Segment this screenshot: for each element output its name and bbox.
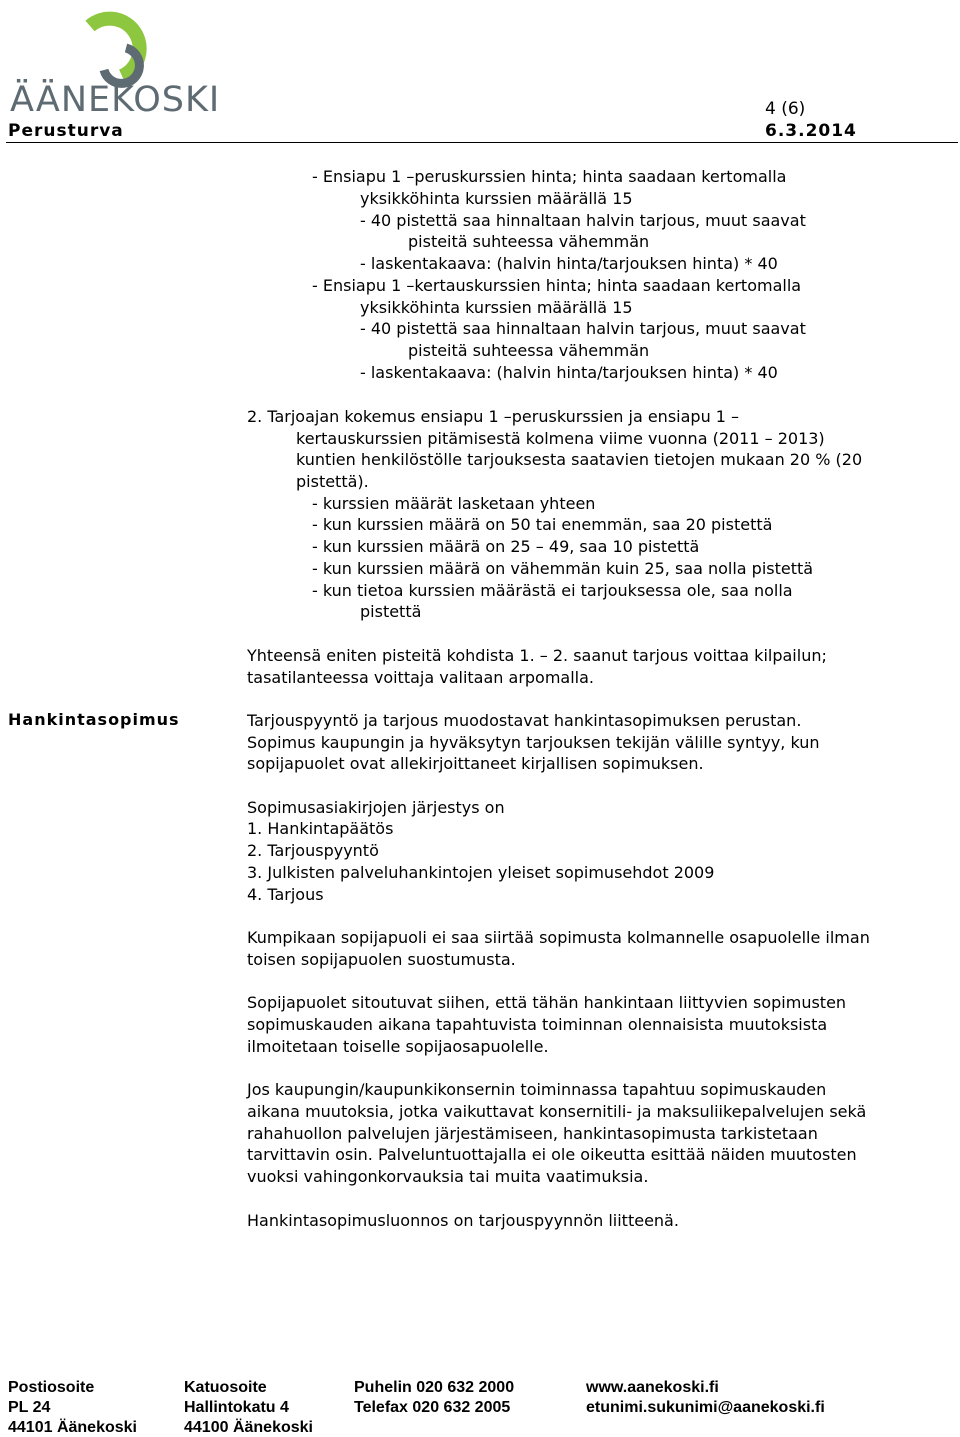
page-number: 4 (6) xyxy=(765,99,806,119)
logo-wordmark: ÄÄNEKOSKI xyxy=(10,80,221,114)
text-line: toisen sopijapuolen suostumusta. xyxy=(247,950,516,969)
text-line: - kurssien määrät lasketaan yhteen xyxy=(312,494,596,513)
text-line: 2. Tarjouspyyntö xyxy=(247,841,379,860)
text-line: sopijapuolet ovat allekirjoittaneet kirjallisen sopimuksen. xyxy=(247,754,704,773)
text-line: Sopimusasiakirjojen järjestys on xyxy=(247,798,505,817)
text-line: - laskentakaava: (halvin hinta/tarjouksen hinta) * 40 xyxy=(360,363,778,382)
text-line: Kumpikaan sopijapuoli ei saa siirtää sopimusta kolmannelle osapuolelle ilman xyxy=(247,928,870,947)
aanekoski-logo xyxy=(8,4,248,114)
text-line: Tarjouspyyntö ja tarjous muodostavat hankintasopimuksen perustan. xyxy=(247,711,802,730)
logo-mark-icon xyxy=(90,19,140,84)
text-line: 4. Tarjous xyxy=(247,885,324,904)
text-line: 3. Julkisten palveluhankintojen yleiset sopimusehdot 2009 xyxy=(247,863,715,882)
footer-street-label: Katuosoite xyxy=(184,1379,267,1396)
footer-fax: Telefax 020 632 2005 xyxy=(354,1399,511,1416)
text-line: sopimuskauden aikana tapahtuvista toiminnan olennaisista muutoksista xyxy=(247,1015,828,1034)
text-line: - laskentakaava: (halvin hinta/tarjouksen hinta) * 40 xyxy=(360,254,778,273)
text-line: Hankintasopimusluonnos on tarjouspyynnön liitteenä. xyxy=(247,1211,679,1230)
text-line: Jos kaupungin/kaupunkikonsernin toiminnassa tapahtuu sopimuskauden xyxy=(247,1080,827,1099)
text-line: - Ensiapu 1 –peruskurssien hinta; hinta saadaan kertomalla xyxy=(312,167,787,186)
text-line: 1. Hankintapäätös xyxy=(247,819,394,838)
text-line: Sopijapuolet sitoutuvat siihen, että tähän hankintaan liittyvien sopimusten xyxy=(247,993,847,1012)
text-line: - 40 pistettä saa hinnaltaan halvin tarjous, muut saavat xyxy=(360,211,806,230)
unit-name: Perusturva xyxy=(8,121,124,141)
text-line: kuntien henkilöstölle tarjouksesta saatavien tietojen mukaan 20 % (20 xyxy=(296,450,863,469)
header-divider xyxy=(6,142,958,143)
footer-postal-city: 44101 Äänekoski xyxy=(8,1419,137,1436)
text-line: kertauskurssien pitämisestä kolmena viime vuonna (2011 – 2013) xyxy=(296,429,825,448)
text-line: - kun kurssien määrä on vähemmän kuin 25, saa nolla pistettä xyxy=(312,559,814,578)
text-line: - kun tietoa kurssien määrästä ei tarjouksessa ole, saa nolla xyxy=(312,581,793,600)
footer-website-link[interactable]: www.aanekoski.fi xyxy=(586,1379,719,1396)
text-line: pisteitä suhteessa vähemmän xyxy=(408,232,650,251)
footer-phone: Puhelin 020 632 2000 xyxy=(354,1379,515,1396)
text-line: rahahuollon palvelujen järjestämiseen, hankintasopimusta tarkistetaan xyxy=(247,1124,818,1143)
footer-street-address: Hallintokatu 4 xyxy=(184,1399,289,1416)
footer-email-link[interactable]: etunimi.sukunimi@aanekoski.fi xyxy=(586,1399,825,1416)
text-line: 2. Tarjoajan kokemus ensiapu 1 –peruskurssien ja ensiapu 1 – xyxy=(247,407,740,426)
text-line: pistettä). xyxy=(296,472,369,491)
text-line: pisteitä suhteessa vähemmän xyxy=(408,341,650,360)
text-line: yksikköhinta kurssien määrällä 15 xyxy=(360,189,633,208)
text-line: yksikköhinta kurssien määrällä 15 xyxy=(360,298,633,317)
text-line: vuoksi vahingonkorvauksia tai muita vaatimuksia. xyxy=(247,1167,649,1186)
text-line: ilmoitetaan toiselle sopijaosapuolelle. xyxy=(247,1037,549,1056)
text-line: - Ensiapu 1 –kertauskurssien hinta; hinta saadaan kertomalla xyxy=(312,276,802,295)
text-line: tarvittavin osin. Palveluntuottajalla ei ole oikeutta esittää näiden muutosten xyxy=(247,1145,857,1164)
footer-postal-box: PL 24 xyxy=(8,1399,51,1416)
text-line: aikana muutoksia, jotka vaikuttavat konsernitili- ja maksuliikepalvelujen sekä xyxy=(247,1102,867,1121)
document-date: 6.3.2014 xyxy=(765,121,857,141)
text-line: Sopimus kaupungin ja hyväksytyn tarjouksen tekijän välille syntyy, kun xyxy=(247,733,820,752)
footer-street-city: 44100 Äänekoski xyxy=(184,1419,313,1436)
footer-postal-label: Postiosoite xyxy=(8,1379,95,1396)
section-heading-hankintasopimus: Hankintasopimus xyxy=(8,710,180,729)
text-line: tasatilanteessa voittaja valitaan arpomalla. xyxy=(247,668,595,687)
text-line: - kun kurssien määrä on 25 – 49, saa 10 pistettä xyxy=(312,537,700,556)
text-line: Yhteensä eniten pisteitä kohdista 1. – 2. saanut tarjous voittaa kilpailun; xyxy=(247,646,827,665)
text-line: pistettä xyxy=(360,602,422,621)
text-line: - 40 pistettä saa hinnaltaan halvin tarjous, muut saavat xyxy=(360,319,806,338)
text-line: - kun kurssien määrä on 50 tai enemmän, saa 20 pistettä xyxy=(312,515,773,534)
